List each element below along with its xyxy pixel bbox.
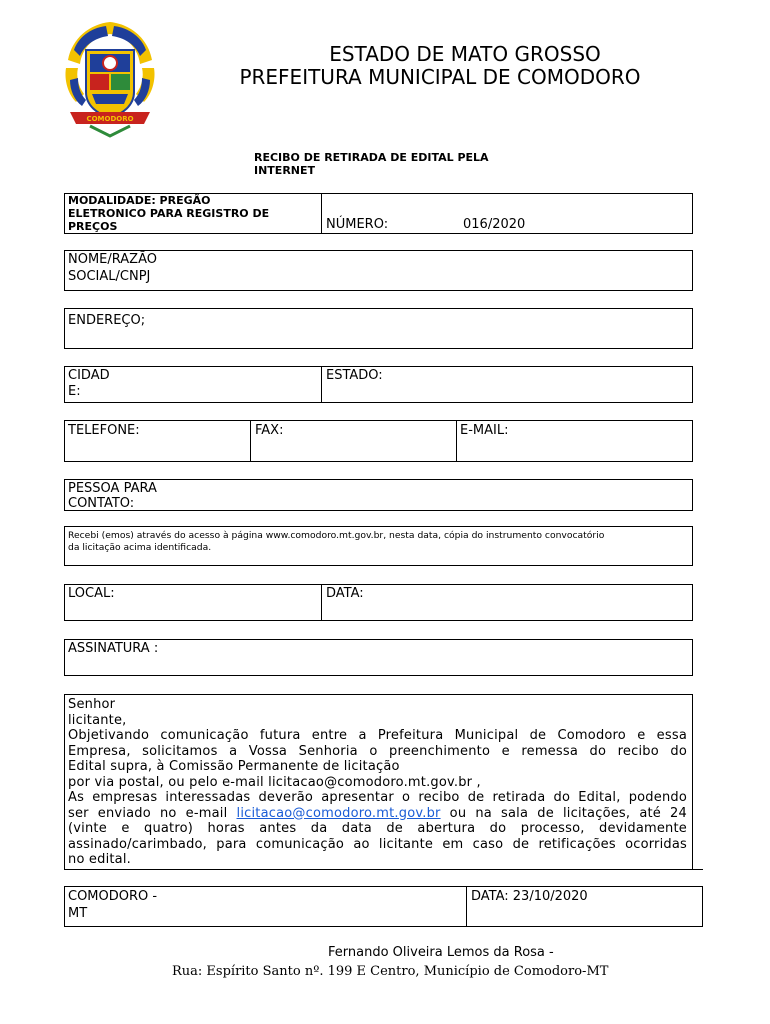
fax-label: FAX: [255,423,284,438]
form-title-line2: INTERNET [254,164,316,177]
notice-box [64,694,693,870]
notice-line-2: licitante, [68,712,127,728]
contact-phone-row [64,420,693,462]
notice-line-11: no edital. [68,852,131,867]
notice-line-6: por via postal, ou pelo e-mail licitacao@comodoro.mt.gov.br , [68,774,481,790]
notice-line-1: Senhor [68,697,116,712]
date-label: DATA: [326,586,364,601]
address-label: ENDEREÇO; [68,313,146,328]
company-name-label-line1: NOME/RAZÃO [68,252,157,267]
notice-line-8-start: ser enviado no e-mail [68,805,237,821]
place-label: LOCAL: [68,586,115,601]
notice-line-4: Empresa, solicitamos a Vossa Senhoria o preenchimento e remessa do recibo do [68,743,687,759]
city-label-line1: CIDAD [68,368,110,383]
notice-line-5: Edital supra, à Comissão Permanente de licitação [68,759,400,774]
receipt-statement-box [64,526,693,566]
contact-person-label-line2: CONTATO: [68,496,135,511]
notice-line-9: (vinte e quatro) horas antes da data de abertura do processo, devidamente [68,821,687,836]
signatory-name: Fernando Oliveira Lemos da Rosa - [328,945,554,960]
notice-line-8 [68,806,687,822]
city-label-line2: E: [68,384,81,399]
footer-city-line1: COMODORO - [68,889,158,904]
modalidade-label-line3: PREÇOS [68,220,118,233]
phone-label: TELEFONE: [68,423,140,438]
signature-label: ASSINATURA : [68,641,159,656]
notice-line-8-end: ou na sala de licitações, até 24 [440,805,687,821]
signature-field[interactable] [64,639,693,676]
city-date-footer-row [64,886,703,927]
email-label: E-MAIL: [460,423,509,438]
modalidade-label-line2: ELETRONICO PARA REGISTRO DE [68,207,270,220]
state-label: ESTADO: [326,368,383,383]
numero-label: NÚMERO: [326,217,389,232]
place-date-row [64,584,693,621]
footer-city-line2: MT [68,906,88,921]
svg-text:COMODORO: COMODORO [86,115,134,123]
email-link[interactable]: licitacao@comodoro.mt.gov.br [236,805,441,821]
receipt-text-line2: da licitação acima identificada. [68,542,212,553]
state-name-heading: ESTADO DE MATO GROSSO [329,42,601,66]
municipal-coat-of-arms-logo [60,20,160,138]
modalidade-label-line1: MODALIDADE: PREGÃO [68,194,211,207]
footer-date: DATA: 23/10/2020 [471,889,588,904]
modalidade-row [64,193,693,234]
notice-bottom-rule [64,869,703,870]
address-field[interactable] [64,308,693,349]
contact-person-label-line1: PESSOA PARA [68,481,157,496]
form-title-line1: RECIBO DE RETIRADA DE EDITAL PELA [254,151,489,164]
notice-line-3: Objetivando comunicação futura entre a Prefeitura Municipal de Comodoro e essa [68,728,687,743]
numero-value: 016/2020 [463,217,526,232]
contact-person-field[interactable] [64,479,693,511]
notice-line-7: As empresas interessadas deverão apresentar o recibo de retirada do Edital, podendo [68,790,687,805]
notice-line-10: assinado/carimbado, para comunicação ao licitante em caso de retificações ocorridas [68,836,687,852]
company-name-label-line2: SOCIAL/CNPJ [68,269,151,284]
company-name-field[interactable] [64,250,693,291]
receipt-text-line1: Recebi (emos) através do acesso à página www.comodoro.mt.gov.br, nesta data, cópia do instrumento convocatório [68,530,605,541]
address-footer: Rua: Espírito Santo nº. 199 E Centro, Município de Comodoro-MT [172,964,609,979]
city-state-row [64,366,693,403]
municipality-heading: PREFEITURA MUNICIPAL DE COMODORO [239,65,641,89]
